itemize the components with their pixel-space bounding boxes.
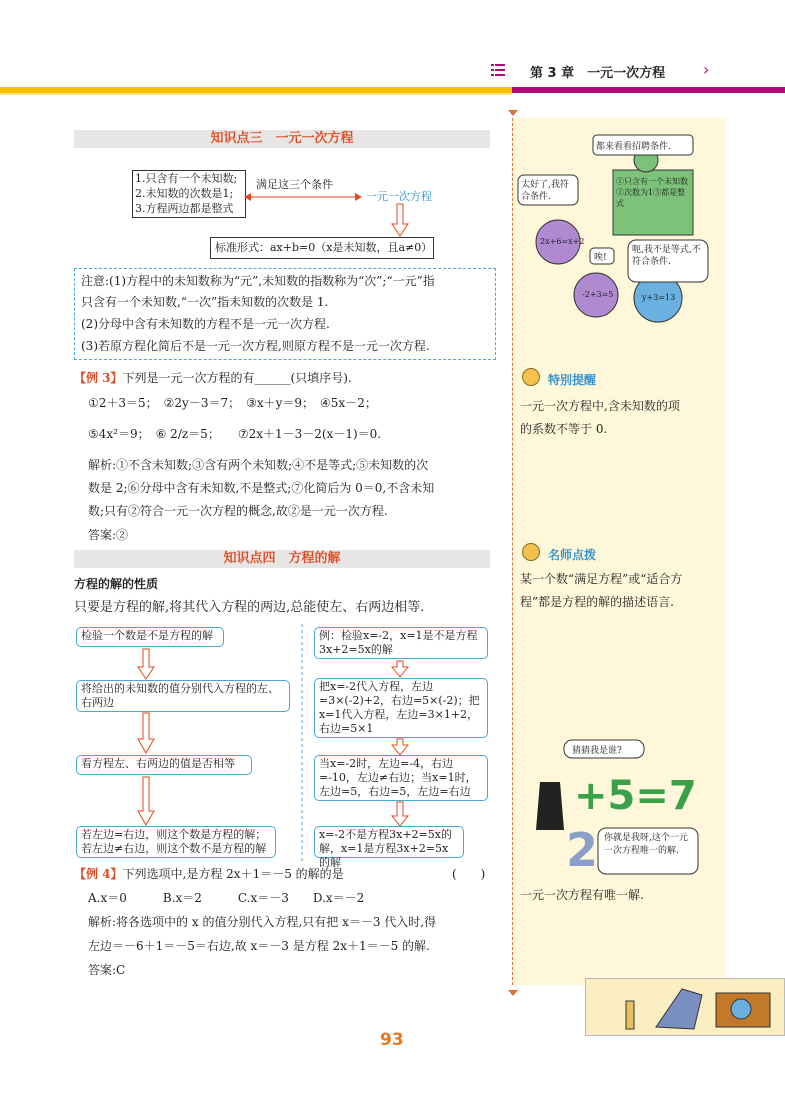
result-label: 一元一次方程 — [366, 190, 432, 203]
list-icon — [491, 64, 505, 76]
example3-question: 下列是一元一次方程的有______(只填序号). — [122, 371, 352, 385]
example3-options-2: ⑤4x²＝9； ⑥ 2/z＝5； ⑦2x＋1－3－2(x－1)＝0. — [88, 427, 382, 441]
teacher-icon — [522, 543, 540, 561]
tip2-line-2: 程”都是方程的解的描述语言. — [520, 595, 674, 609]
cartoon1-small-bubble: 唉! — [594, 253, 607, 263]
flow-right-arrows — [392, 659, 408, 829]
corner-illustration — [585, 978, 785, 1036]
example4-answer: 答案:C — [88, 963, 126, 977]
cartoon2-equation: +5=7 — [574, 773, 697, 819]
conditions-box — [132, 170, 246, 218]
cartoon1-right-bubble: 呃,我不是等式,不符合条件. — [632, 245, 701, 267]
cartoon2-digit: 2 — [566, 823, 599, 877]
flow-left-step-3: 看方程左、右两边的值是否相等 — [76, 755, 252, 775]
example4-answer-blank: ( ) — [452, 867, 486, 881]
sidebar-caption: 一元一次方程有唯一解. — [520, 888, 644, 902]
cartoon-guess — [520, 740, 720, 880]
header-band-yellow-light — [0, 93, 512, 95]
arrow-label: 满足这三个条件 — [256, 178, 333, 191]
note-line-4: (3)若原方程化简后不是一元一次方程,则原方程不是一元一次方程. — [81, 339, 430, 353]
corner-illustration-drawing — [586, 979, 784, 1035]
tip2-title: 名师点拨 — [548, 548, 597, 562]
cartoon1-ball-1: 2x+6=x+2 — [540, 237, 585, 246]
example3-answer: 答案:② — [88, 528, 129, 542]
example4-label: 【例 4】 — [74, 867, 123, 881]
example4-analysis-2: 左边＝－6＋1＝－5＝右边,故 x＝－3 是方程 2x＋1＝－5 的解. — [88, 939, 430, 953]
cartoon1-left-bubble: 太好了,我符合条件. — [521, 180, 569, 202]
cartoon1-ball-2: -2+3=5 — [582, 290, 614, 299]
flow-left-step-1: 检验一个数是不是方程的解 — [76, 627, 224, 647]
header-band-purple — [512, 87, 785, 93]
example3-label: 【例 3】 — [74, 371, 123, 385]
cartoon1-sign: ①只含有一个未知数②次数为1③都是整式 — [616, 177, 688, 208]
flow-right-step-4: x=-2不是方程3x+2=5x的解，x=1是方程3x+2=5x的解 — [314, 826, 464, 858]
cartoon1-bubble-top: 都来看看招聘条件. — [596, 142, 671, 152]
example3-analysis-1: 解析:①不含未知数;③含有两个未知数;④不是等式;⑤未知数的次 — [88, 458, 429, 472]
tip1-line-2: 的系数不等于 0. — [520, 422, 608, 436]
example4-options: A.x＝0 B.x＝2 C.x＝－3 D.x＝－2 — [88, 891, 365, 905]
example3-analysis-3: 数;只有②符合一元一次方程的概念,故②是一元一次方程. — [88, 504, 388, 518]
flow-left-arrows — [138, 647, 154, 827]
example4-analysis-1: 解析:将各选项中的 x 的值分别代入方程,只有把 x＝－3 代入时,得 — [88, 915, 437, 929]
tip2-line-1: 某一个数“满足方程”或“适合方 — [520, 572, 683, 586]
condition-1: 1.只含有一个未知数; — [135, 172, 238, 185]
note-line-1: 注意:(1)方程中的未知数称为“元”,未知数的指数称为“次”;“一元”指 — [81, 274, 435, 288]
note-line-2: 只含有一个未知数,“一次”指未知数的次数是 1. — [81, 295, 329, 309]
flow-left-step-4: 若左边=右边，则这个数是方程的解；若左边≠右边，则这个数不是方程的解 — [76, 826, 276, 858]
section4-intro: 只要是方程的解,将其代入方程的两边,总能使左、右两边相等. — [74, 600, 425, 615]
example4-question: 下列选项中,是方程 2x＋1＝－5 的解的是 — [122, 867, 344, 881]
flow-right-step-1: 例：检验x=-2，x=1是不是方程3x+2=5x的解 — [314, 627, 488, 659]
flow-right-step-2: 把x=-2代入方程，左边=3×(-2)+2，右边=5×(-2)；把x=1代入方程，左边=3×1+2，右边=5×1 — [314, 678, 488, 738]
section-title-4: 知识点四 方程的解 — [74, 550, 490, 568]
cartoon2-bubble-2: 你就是我呀,这个一元一次方程唯一的解. — [604, 833, 688, 856]
tip1-title: 特别提醒 — [548, 373, 597, 387]
chapter-title: 第 3 章 一元一次方程 — [530, 66, 666, 81]
note-box — [74, 268, 496, 360]
cartoon2-bubble-1: 猜猜我是谁? — [572, 746, 622, 756]
teacher-icon — [522, 368, 540, 386]
cartoon-job-fair — [518, 130, 718, 345]
down-arrow-icon — [392, 204, 408, 238]
flow-divider — [300, 624, 304, 864]
condition-3: 3.方程两边都是整式 — [135, 202, 234, 215]
flow-left-step-2: 将给出的未知数的值分别代入方程的左、右两边 — [76, 680, 290, 712]
section-title-3: 知识点三 一元一次方程 — [74, 130, 490, 148]
example3-options-1: ①2＋3＝5； ②2y－3＝7； ③x＋y＝9； ④5x－2； — [88, 396, 377, 410]
tip1-line-1: 一元一次方程中,含未知数的项 — [520, 399, 680, 413]
page-number: 93 — [380, 1030, 404, 1050]
section4-subtitle: 方程的解的性质 — [74, 577, 159, 591]
note-line-3: (2)分母中含有未知数的方程不是一元一次方程. — [81, 317, 330, 331]
standard-form: 标准形式：ax+b=0（x是未知数，且a≠0） — [215, 241, 433, 254]
standard-form-box — [210, 237, 434, 259]
cartoon1-ball-3: y+3=13 — [642, 293, 676, 302]
example3-analysis-2: 数是 2;⑥分母中含有未知数,不是整式;⑦化简后为 0＝0,不含未知 — [88, 481, 435, 495]
condition-2: 2.未知数的次数是1; — [135, 187, 234, 200]
flow-right-step-3: 当x=-2时，左边=-4，右边=-10，左边≠右边；当x=1时，左边=5，右边=5，左边=右边 — [314, 755, 488, 801]
chevron-right-icon[interactable]: › — [703, 60, 710, 79]
